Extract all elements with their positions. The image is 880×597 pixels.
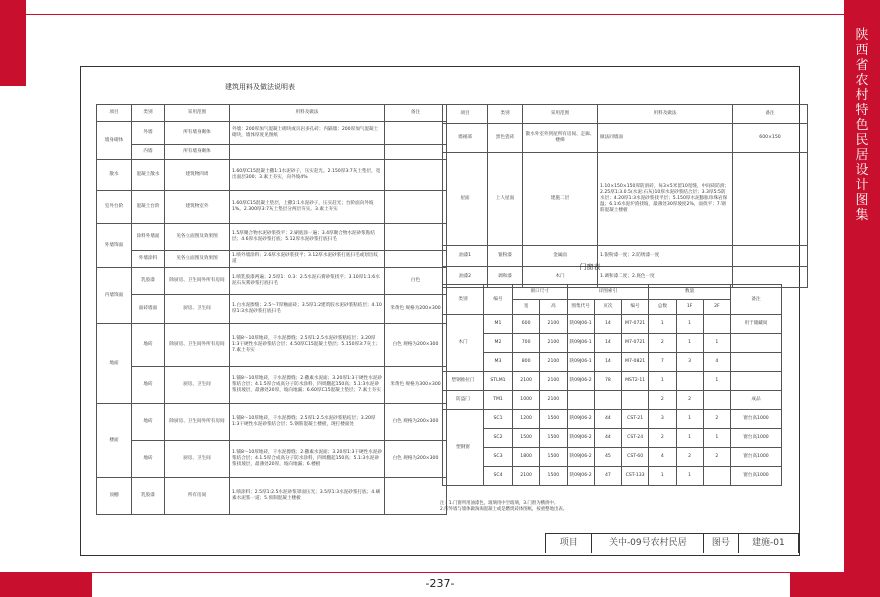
table-cell: 1.喷外墙涂料；2.6厚水泥砂浆找平；3.12厚水泥砂浆打底扫毛或划出纹道 xyxy=(230,251,385,268)
table-cell: 墙裙部 xyxy=(443,124,488,153)
table-cell: 1200 xyxy=(513,410,540,429)
table-cell xyxy=(567,391,594,410)
notes xyxy=(440,501,790,513)
column-header: 2F xyxy=(703,300,730,315)
column-header: 图集代号 xyxy=(567,300,594,315)
table-cell: 陕09J06-2 xyxy=(567,429,594,448)
title-block xyxy=(545,533,799,553)
title-block-project-name: 关中-09号农村民居 xyxy=(592,534,704,553)
table-cell: 成品 xyxy=(731,391,782,410)
column-header: 备注 xyxy=(733,105,808,124)
table-cell: 7 xyxy=(649,353,676,372)
table-cell: 见各立面图及效果图 xyxy=(165,251,230,268)
table-cell: 屋面 xyxy=(443,153,488,246)
table-cell: M7-0821 xyxy=(622,353,649,372)
table-cell xyxy=(733,246,808,267)
column-header: 1F xyxy=(676,300,703,315)
table-cell: 1800 xyxy=(513,448,540,467)
table-cell: 1.调和漆二度；2.底色一度 xyxy=(598,267,733,288)
table-cell: 陕09J06-2 xyxy=(567,467,594,486)
door-window-table xyxy=(442,284,782,486)
table-cell: 所有墙身砌体 xyxy=(165,122,230,145)
table-cell: 木门 xyxy=(523,267,598,288)
table-header-row xyxy=(443,285,782,300)
table-cell: 1.银粉漆一度；2.防锈漆一度 xyxy=(598,246,733,267)
table-cell: 乳胶漆 xyxy=(132,268,165,295)
table-cell: 1 xyxy=(703,429,730,448)
table-cell xyxy=(731,334,782,353)
table-cell: 陕09J06-2 xyxy=(567,448,594,467)
table-cell: 外墙饰面 xyxy=(97,224,132,268)
table-cell xyxy=(733,153,808,246)
table-cell: 混凝土台阶 xyxy=(132,191,165,224)
table-cell: 1 xyxy=(649,467,676,486)
table-cell: 白色 规格为200×300 xyxy=(385,404,447,441)
table-row xyxy=(443,410,782,429)
table-cell: 1500 xyxy=(540,467,567,486)
table-row xyxy=(443,372,782,391)
table-cell: 厨房、卫生间 xyxy=(165,441,230,478)
table-cell: 涂料外墙面 xyxy=(132,224,165,251)
column-header: 高 xyxy=(540,300,567,315)
table-cell: 除厨房、卫生间外所有房间 xyxy=(165,324,230,367)
table-cell: 米黄色 规格为200×300 xyxy=(385,295,447,324)
table-row xyxy=(443,467,782,486)
table-cell: 黑色瓷砖 xyxy=(488,124,523,153)
table-cell: 1 xyxy=(649,372,676,391)
table-cell: 厨房、卫生间 xyxy=(165,367,230,404)
corner-red-block xyxy=(0,0,26,86)
table-cell xyxy=(385,224,447,251)
table-cell xyxy=(230,145,385,160)
table-row xyxy=(443,153,808,246)
table-cell: SC1 xyxy=(484,410,513,429)
table-cell: 面砖墙面 xyxy=(132,295,165,324)
table-cell: 塑钢推拉门 xyxy=(443,372,484,391)
table-row xyxy=(97,324,447,367)
table-cell: M2 xyxy=(484,334,513,353)
column-header: 总数 xyxy=(649,300,676,315)
table-cell: 2 xyxy=(703,410,730,429)
table-cell xyxy=(731,372,782,391)
table-cell: 厨房、卫生间 xyxy=(165,295,230,324)
table-cell: 700 xyxy=(513,334,540,353)
title-block-project-label: 项目 xyxy=(546,534,592,553)
table-cell: 1 xyxy=(676,334,703,353)
table-cell: 调和漆 xyxy=(488,267,523,288)
column-header: 数量 xyxy=(649,285,731,300)
table-cell: 800 xyxy=(513,353,540,372)
table-cell: 14 xyxy=(594,353,621,372)
table-cell: 陕09J06-1 xyxy=(567,334,594,353)
table-cell: 2 xyxy=(649,391,676,410)
table-cell: 1.铺8～10厚地砖，干水泥擦缝；2.撒素水泥面；3.20厚1:3干硬性水泥砂浆结合层；4.1.5厚合成高分子防水涂料，四周翻起150高；5.1:3水泥砂浆找坡层，最薄处20厚，坡向地漏；6.楼板 xyxy=(230,441,385,478)
bottom-right-red-block xyxy=(790,572,844,597)
table-cell: 1.10×150×150厚防滑砖，每3×5米留10宽缝，中间砖防滑；2.25厚1:3.0.5(水泥:石灰)10厚水泥砂浆结合层；3.3厚5:5防水层；4.20厚1:3水泥砂浆找平层；5.150厚水泥膨胀珍珠岩保温；6.1:6水泥炉渣找坡，最薄处30厚坡度2%，面找平；7.钢筋混凝土楼板 xyxy=(598,153,733,246)
table-cell: 外墙涂料 xyxy=(132,251,165,268)
table-cell: 窗台高1000 xyxy=(731,448,782,467)
table-cell: 油漆2 xyxy=(443,267,488,288)
column-header: 备注 xyxy=(385,105,447,122)
materials-table xyxy=(96,104,447,515)
table-row xyxy=(443,353,782,372)
table-cell xyxy=(703,391,730,410)
table-row xyxy=(97,160,447,191)
table-cell: 室外台阶 xyxy=(97,191,132,224)
table-cell xyxy=(385,191,447,224)
table-cell: 散水外室外到屋所有房间、走廊、楼梯 xyxy=(523,124,598,153)
table-header-row xyxy=(443,105,808,124)
table-cell: 地砖 xyxy=(132,404,165,441)
side-red-band xyxy=(844,0,880,597)
table-cell: 外墙：200厚加气混凝土砌块或页岩多孔砖；内隔墙：200厚加气混凝土砌块，墙体厚度见图纸 xyxy=(230,122,385,145)
table-cell: 地砖 xyxy=(132,367,165,404)
table-cell: 油漆1 xyxy=(443,246,488,267)
column-header: 页次 xyxy=(594,300,621,315)
column-header: 类别 xyxy=(132,105,165,122)
table-cell: TM1 xyxy=(484,391,513,410)
table-cell: 外墙 xyxy=(132,122,165,145)
table-cell: 散水 xyxy=(97,160,132,191)
table-cell: 2100 xyxy=(540,353,567,372)
table-row xyxy=(97,145,447,160)
table-cell: 2100 xyxy=(540,372,567,391)
table-cell: 1.60厚C15混凝土垫层，上撒1:1水泥砂子，压实赶光；台阶面向外坡1%。2.300厚3:7灰土垫层分两层夯实。3.素土夯实 xyxy=(230,191,385,224)
table-cell: 1.5厚聚合物水泥砂浆找平；2.刷底涂一遍；3.4厚聚合物水泥砂浆粘结层；4.6厚水泥砂浆打底；5.12厚水泥砂浆打底扫毛 xyxy=(230,224,385,251)
table-cell xyxy=(385,122,447,145)
table-cell xyxy=(385,251,447,268)
table-row xyxy=(97,404,447,441)
table-cell: SC4 xyxy=(484,467,513,486)
table-cell: 地砖 xyxy=(132,324,165,367)
table-cell: 混凝土散水 xyxy=(132,160,165,191)
table-row xyxy=(97,224,447,251)
table-cell: 3 xyxy=(676,353,703,372)
table-cell: 防盗门 xyxy=(443,391,484,410)
title-block-drawing-number: 建施-01 xyxy=(739,534,799,553)
table-header-row xyxy=(97,105,447,122)
table-cell: SC2 xyxy=(484,429,513,448)
table-cell: 1500 xyxy=(540,410,567,429)
table-row xyxy=(443,315,782,334)
table-cell: 木门 xyxy=(443,315,484,372)
column-header: 项目 xyxy=(443,105,488,124)
table-cell: 上人屋面 xyxy=(488,153,523,246)
table-cell: 2 xyxy=(649,429,676,448)
table-row xyxy=(443,429,782,448)
left-table-title: 建筑用料及做法说明表 xyxy=(225,83,295,91)
table-cell: 墙身砌体 xyxy=(97,122,132,160)
table-cell: 地砖 xyxy=(132,441,165,478)
table-cell: 建筑物四周 xyxy=(165,160,230,191)
table-row xyxy=(97,295,447,324)
column-header: 采用范围 xyxy=(523,105,598,124)
page-number: -237- xyxy=(425,577,455,590)
table-row xyxy=(97,441,447,478)
table-cell: 窗台高1000 xyxy=(731,429,782,448)
table-cell: 1.铺8～10厚地砖，干水泥擦缝；2.撒素水泥面；3.20厚1:3干硬性水泥砂浆结合层；4.1.5厚合成高分子防水涂料，四周翻起150高；5.1:3水泥砂浆找坡层，最薄处20厚，坡向地漏；6.60厚C15混凝土垫层；7.素土夯实 xyxy=(230,367,385,404)
table-cell: 1 xyxy=(676,315,703,334)
table-cell xyxy=(594,391,621,410)
table-cell: 陕09J06-2 xyxy=(567,372,594,391)
table-cell: 4 xyxy=(703,353,730,372)
table-cell: 楼面 xyxy=(97,404,132,478)
table-row xyxy=(97,251,447,268)
column-header: 类别 xyxy=(443,285,484,315)
finishes-table xyxy=(442,104,808,288)
column-header: 用料及做法 xyxy=(598,105,733,124)
table-cell: 陕09J06-2 xyxy=(567,410,594,429)
table-row xyxy=(97,367,447,404)
table-cell: 乳胶漆 xyxy=(132,478,165,515)
table-cell: 除厨房、卫生间外所有房间 xyxy=(165,268,230,295)
column-header: 编号 xyxy=(484,285,513,315)
table-cell: 14 xyxy=(594,334,621,353)
table-cell: 内墙 xyxy=(132,145,165,160)
table-cell: STLM1 xyxy=(484,372,513,391)
table-cell: 1 xyxy=(676,429,703,448)
table-cell xyxy=(703,467,730,486)
table-cell xyxy=(385,160,447,191)
table-cell: 1.白水泥擦缝；2.5～7厚釉面砖；3.5厚1:2建筑胶水泥砂浆粘结层；4.10厚1:3水泥砂浆打底扫毛 xyxy=(230,295,385,324)
table-row xyxy=(443,334,782,353)
table-cell: 2 xyxy=(676,448,703,467)
table-cell: 陕09J06-1 xyxy=(567,353,594,372)
table-cell: CST-21 xyxy=(622,410,649,429)
table-cell: 白色 规格为200×300 xyxy=(385,441,447,478)
table-cell: 做法同墙面 xyxy=(598,124,733,153)
table-cell: 顶棚 xyxy=(97,478,132,515)
column-header: 编号 xyxy=(622,300,649,315)
title-block-drawing-label: 图号 xyxy=(704,534,739,553)
table-cell: 1.铺8～10厚地砖，干水泥擦缝；2.5厚1:2.5水泥砂浆粘结层；3.20厚1:3干硬性水泥砂浆结合层；4.50厚C15混凝土垫层；5.150厚3:7灰土；7.素土夯实 xyxy=(230,324,385,367)
table-cell: SC3 xyxy=(484,448,513,467)
table-cell: 600×150 xyxy=(733,124,808,153)
table-cell: CST-133 xyxy=(622,467,649,486)
column-header: 详图索引 xyxy=(567,285,649,300)
table-cell xyxy=(731,353,782,372)
table-row xyxy=(97,268,447,295)
table-cell: 1 xyxy=(703,372,730,391)
table-cell: 陕09J06-1 xyxy=(567,315,594,334)
table-cell: 1500 xyxy=(513,429,540,448)
table-cell: 2100 xyxy=(540,315,567,334)
table-cell: 白色 规格为200×300 xyxy=(385,324,447,367)
door-table-title: 门窗表 xyxy=(579,263,601,271)
table-cell: M7-0721 xyxy=(622,315,649,334)
bottom-rule xyxy=(0,572,844,573)
table-cell: 用于储藏间 xyxy=(731,315,782,334)
table-cell: 1.60厚C15混凝土撒1:1水泥砂子，压实赶光。2.150厚3:7灰土垫层，宽出面层300；3.素土夯实，向外坡4% xyxy=(230,160,385,191)
table-cell: 建筑物室外 xyxy=(165,191,230,224)
column-header: 采用范围 xyxy=(165,105,230,122)
table-cell: 14 xyxy=(594,315,621,334)
table-cell: 1 xyxy=(676,410,703,429)
column-header: 洞口尺寸 xyxy=(513,285,568,300)
table-cell: CST-60 xyxy=(622,448,649,467)
table-cell xyxy=(385,145,447,160)
table-row xyxy=(443,391,782,410)
table-cell: 47 xyxy=(594,467,621,486)
table-cell: 44 xyxy=(594,410,621,429)
column-header: 宽 xyxy=(513,300,540,315)
table-cell: 2100 xyxy=(513,372,540,391)
table-cell xyxy=(703,315,730,334)
table-row xyxy=(443,124,808,153)
table-cell: 窗台高1000 xyxy=(731,467,782,486)
table-cell: 塑钢窗 xyxy=(443,410,484,486)
table-cell: 44 xyxy=(594,429,621,448)
table-cell: CST-24 xyxy=(622,429,649,448)
table-cell: 4 xyxy=(649,448,676,467)
table-cell: 2100 xyxy=(513,467,540,486)
column-header: 用料及做法 xyxy=(230,105,385,122)
table-cell: 3 xyxy=(649,410,676,429)
side-title: 陕西省农村特色民居设计图集 xyxy=(855,28,869,223)
table-cell: 600 xyxy=(513,315,540,334)
bottom-left-red-block xyxy=(0,572,92,597)
table-cell: 白色 xyxy=(385,268,447,295)
table-cell: 2 xyxy=(703,448,730,467)
table-cell: 1.喷涂料；2.5厚1:2.5水泥砂浆罩面压光；3.5厚1:3水泥砂浆打底；4.刷素水泥浆一道；5.预制混凝土楼板 xyxy=(230,478,385,515)
table-cell: 见各立面图及效果图 xyxy=(165,224,230,251)
table-row xyxy=(97,191,447,224)
table-cell xyxy=(622,391,649,410)
note-line: 2.所外墙与墙体做淘淘混凝土或是燃烧砖体图纸，按重整地出表。 xyxy=(440,507,568,513)
table-cell: 2 xyxy=(676,391,703,410)
table-cell: 建施二层 xyxy=(523,153,598,246)
table-cell: 78 xyxy=(594,372,621,391)
table-cell: M7-0721 xyxy=(622,334,649,353)
table-cell: 所有墙身砌体 xyxy=(165,145,230,160)
table-cell xyxy=(385,478,447,515)
table-cell: 1.喷乳胶漆两遍；2.5厚1：0.3：2.5水泥石膏砂浆找平；3.10厚1:1:6水泥石灰膏砂浆打底扫毛 xyxy=(230,268,385,295)
column-header: 项目 xyxy=(97,105,132,122)
table-cell: MST2-11 xyxy=(622,372,649,391)
table-cell: 1 xyxy=(649,315,676,334)
table-cell: 窗台高1000 xyxy=(731,410,782,429)
column-header: 备注 xyxy=(731,285,782,315)
table-cell: M1 xyxy=(484,315,513,334)
table-cell: 2100 xyxy=(540,334,567,353)
table-cell: M3 xyxy=(484,353,513,372)
table-row xyxy=(443,448,782,467)
table-row xyxy=(97,478,447,515)
table-cell: 米黄色 规格为300×300 xyxy=(385,367,447,404)
top-rule xyxy=(26,14,844,15)
table-cell: 1 xyxy=(676,467,703,486)
column-header: 类别 xyxy=(488,105,523,124)
table-cell: 1500 xyxy=(540,429,567,448)
table-cell: 2 xyxy=(649,334,676,353)
table-cell: 内墙饰面 xyxy=(97,268,132,324)
table-cell: 所有房间 xyxy=(165,478,230,515)
table-cell: 2100 xyxy=(540,391,567,410)
table-cell: 1500 xyxy=(540,448,567,467)
table-cell: 银粉漆 xyxy=(488,246,523,267)
table-cell: 地面 xyxy=(97,324,132,404)
table-cell: 1000 xyxy=(513,391,540,410)
table-cell: 除厨房、卫生间外所有房间 xyxy=(165,404,230,441)
table-cell xyxy=(676,372,703,391)
table-cell: 45 xyxy=(594,448,621,467)
table-cell: 1 xyxy=(703,334,730,353)
note-line: 注：1.门窗所用油漆色，玻璃用中空玻璃，3.门窗为横滑中。 xyxy=(440,501,559,506)
table-row xyxy=(97,122,447,145)
table-cell: 金属面 xyxy=(523,246,598,267)
table-cell: 1.铺8～10厚地砖，干水泥擦缝；2.5厚1:2.5水泥砂浆粘结层；3.20厚1:3干硬性水泥砂浆结合层；5.钢筋混凝土楼板，现打楼面处 xyxy=(230,404,385,441)
